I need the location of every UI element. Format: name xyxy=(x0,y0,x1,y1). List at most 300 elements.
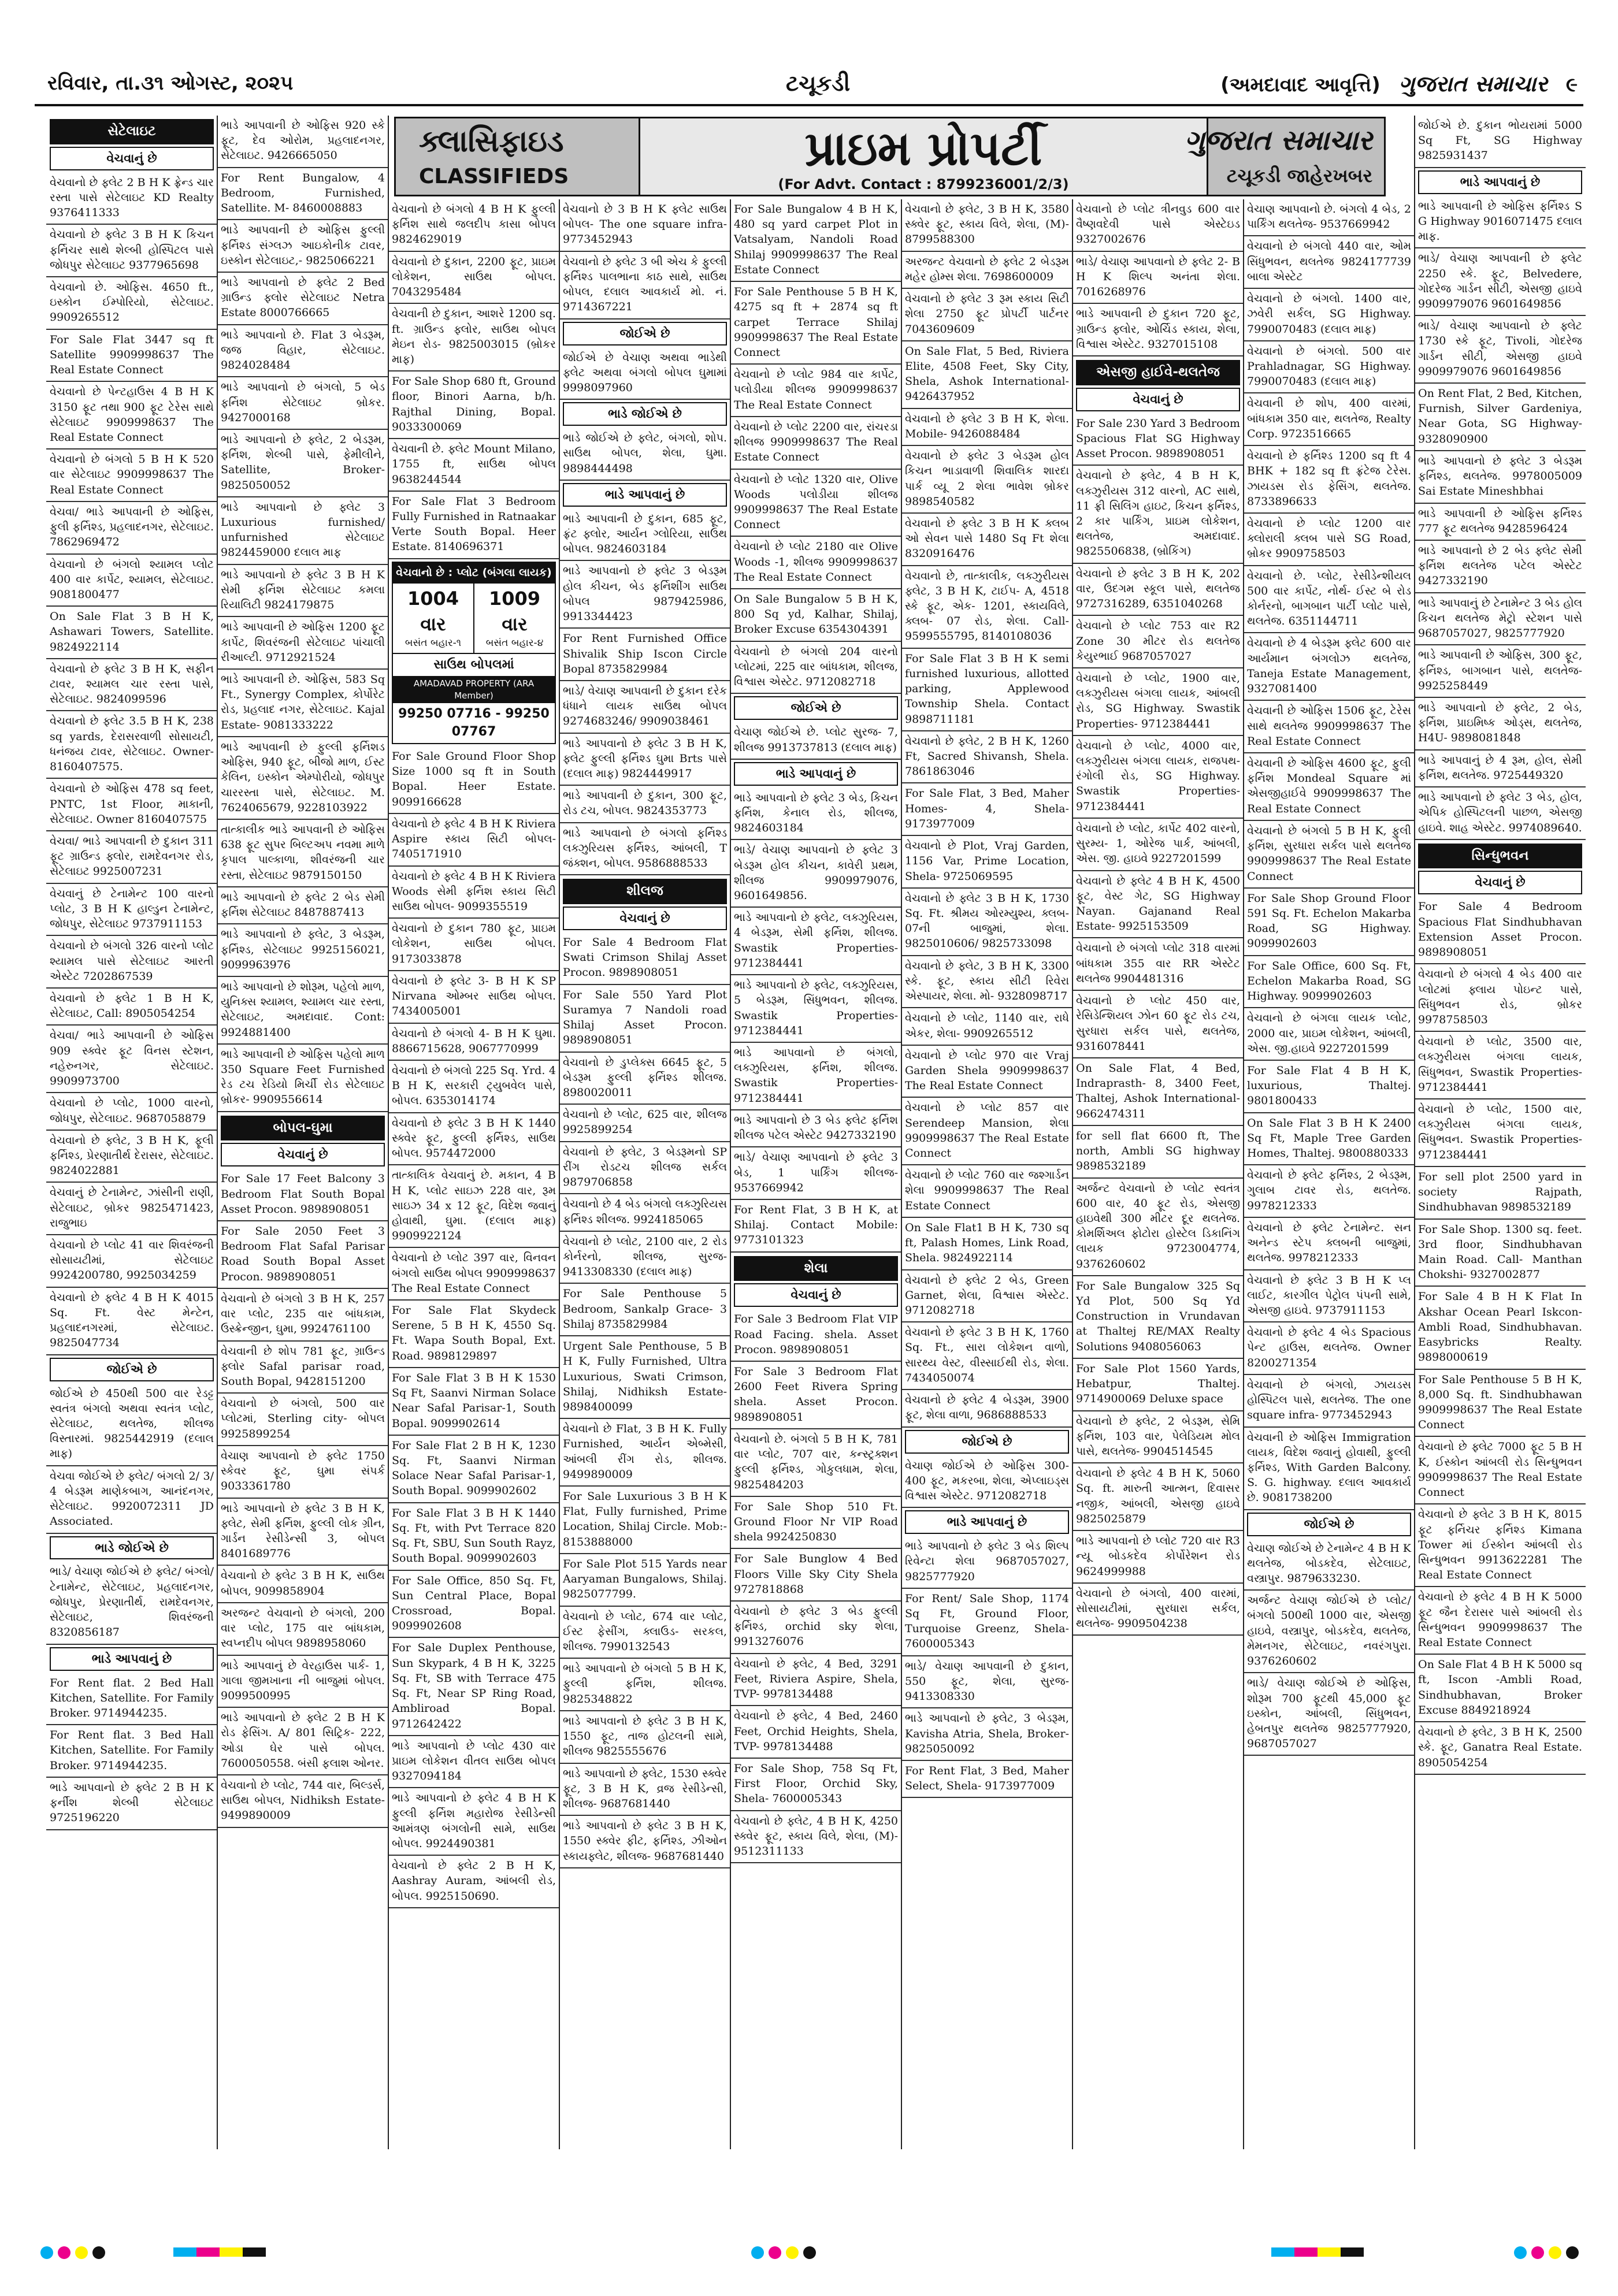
classified-ad: વેચવાનો છે ફ્લેટ 4 B H K 4015 Sq. Ft. વેસ્ટ મેન્ટેન, પ્રહલાદનગરમાં, સેટેલાઇટ. 9825047734 xyxy=(46,1288,217,1355)
classified-ad: વેચવાનો છે પ્લોટ ત્રીનવુડ 600 વાર વૈષ્ણવદેવી પાસે એસ્ટેઇડ 9327002676 xyxy=(1073,199,1244,252)
classified-ad: વેચવાનો છે પ્લોટ, 1500 વાર, લક્ઝુરીયસ બંગલા લાયક, સિંધુભવન. Swastik Properties- 9712384441 xyxy=(1415,1099,1586,1167)
classified-ad: ભાડે/ વેચાણ આપવાનો છે ફ્લેટ 1730 સ્કે ફૂટ, Tivoli, ગોદરેજ ગાર્ડન સીટી, એસજી હાઇવે 9909979076 9601649856 xyxy=(1415,316,1586,384)
classified-ad: વેચવાનો છે દુકાન, 2200 ફૂટ, પ્રાઇમ લોકેશન, સાઉથ બોપલ. 7043295484 xyxy=(388,252,559,304)
classified-ad: ભાડે આપવાનો છે ફ્લેટ 3 B H K, 1550 ફૂટ, તાજ હોટલની સામે, શીલજ 9825555676 xyxy=(559,1711,730,1764)
classified-ad: વેચવાનો છે ફ્લેટ 3 B H K, શેલા. Mobile- 9426088484 xyxy=(901,409,1073,446)
classified-ad: વેચવાનો છે બંગલો 440 વાર, ઓમ સિંધુભવન, થલતેજ 9824177739 બાલા એસ્ટેટ xyxy=(1244,236,1415,289)
classified-ad: For Rent flat. 2 Bed Hall Kitchen, Satellite. For Family Broker. 9714944235. xyxy=(46,1673,217,1726)
classified-ad: વેચવાનો છે બંગલો પ્લોટ 318 વારમાં બાંધકામ 355 વાર RR એસ્ટેટ થલતેજ 9904481316 xyxy=(1073,938,1244,991)
classified-ad: વેચવાનો છે ફ્લેટ 3 B H K, સાઉથ બોપલ, 9099858904 xyxy=(217,1566,388,1603)
classified-ad: વેચવા જોઈએ છે ફ્લેટ/ બંગલો 2/ 3/ 4 બેડરૂમ માણેકબાગ, આનંદનગર, સેટેલાઇટ. 9920072311 JD Associated. xyxy=(46,1466,217,1534)
classified-ad: વેચવાનો છે ફ્લેટ 4 B H K Riviera Aspire સ્કાય સિટી બોપલ- 7405171910 xyxy=(388,814,559,867)
classified-ad: ભાડે આપવાનો છે ફ્લેટ 3 બેડરૂમ ફર્નિશ્ડ, થલતેજ. 9978005009 Sai Estate Mineshbhai xyxy=(1415,451,1586,504)
classified-ad: વેચવાનો છે પ્લોટ 1320 વાર, Olive Woods પલોડીયા શીલજ 9909998637 The Real Estate Connect xyxy=(730,470,901,537)
classified-ad: For Sale 550 Yard Plot Suramya 7 Nandoli road Shilaj Asset Procon. 9898908051 xyxy=(559,985,730,1053)
classified-ad: For Sale Flat, 3 Bed, Maher Homes- 4, Shela- 9173977009 xyxy=(901,783,1073,836)
color-dots-center xyxy=(751,2246,816,2259)
classified-ad: ભાડે આપવાનું છે વેરહાઉસ પાર્ક- 1, ગાલા જીમખાના ની બાજુમાં બોપલ. 9099500995 xyxy=(217,1656,388,1708)
classified-ad: વેચવાનો છે ફ્લેટ, 3 B H K, 3580 સ્ક્વેર ફૂટ, સ્કાય વિલે, શેલા, (M)- 8799588300 xyxy=(901,199,1073,252)
classified-ad: For Sale Flat 3 B H K 1530 Sq Ft, Saanvi Nirman Solace Near Safal Parisar-1, South Bopal. 9099902614 xyxy=(388,1368,559,1436)
classified-ad: વેચવાની છે ઓફિસ 4600 ફૂટ, ફુલી ફર્નિશ Mondeal Square માં એસજીહાઈવે 9909998637 The Real Estate Connect xyxy=(1244,753,1415,821)
yellow-dot xyxy=(1549,2246,1561,2259)
classified-ad: વેચવાનો છે બંગલો 3 B H K, 257 વાર પ્લોટ, 235 વાર બાંધકામ, ઉસ્ક્રેન્જીન, ઘુમા, 9924761100 xyxy=(217,1289,388,1342)
classified-ad: ભાડે આપવાનો છે ફ્લેટ 3 બેડરૂમ હોલ કીચન, બેડ ફર્નિશીંગ સાઉથ બોપલ 9879425986, 9913344423 xyxy=(559,561,730,629)
classified-ad: For Sale 17 Feet Balcony 3 Bedroom Flat South Bopal Asset Procon. 9898908051 xyxy=(217,1169,388,1221)
classified-ad: ભાડે આપવાનો છે ફ્લેટ 3 બેડ શિલ્પ રિવેન્ટા શેલા 9687057027, 9825777920 xyxy=(901,1536,1073,1589)
classified-ad: ભાડે આપવાની છે ઓફિસ ફર્નિશ્ડ 777 ફૂટ થલતેજ 9428596424 xyxy=(1415,504,1586,541)
classified-ad: વેચવાનો છે ફ્લેટ, 2 B H K, 1260 Ft, Sacred Shivansh, Shela. 7861863046 xyxy=(901,731,1073,784)
promo-phones: 99250 07716 - 99250 07767 xyxy=(398,707,550,739)
classified-ad: વેચવાનો છે ઓફિસ 478 sq feet, PNTC, 1st Floor, માકાની, સેટેલાઇટ. Owner 8160407575 xyxy=(46,779,217,831)
classified-ad: ભાડે આપવાનો છે ફ્લેટ 2 Bed ગ્રાઉન્ડ ફ્લોર સેટેલાઇટ Netra Estate 8000766665 xyxy=(217,273,388,325)
classified-ad: વેચવાનો છે ફ્લેટ, 3 B H K, ફૂલી ફર્નિશ્ડ, પ્રેરણાતીર્થ દેરાસર, સેટેલાઇટ. 9824022881 xyxy=(46,1131,217,1183)
classified-ad: For Sale Penthouse 5 B H K, 8,000 Sq. ft. Sindhubhawan 9909998637 The Real Estate Connect xyxy=(1415,1370,1586,1437)
cyan-dot xyxy=(1514,2246,1527,2259)
classified-ad: ભાડે આપવાનો છે ફ્લેટ, લક્ઝુરિયસ, 5 બેડરૂમ, સિંધુભવન, શીલજ. Swastik Properties- 9712384441 xyxy=(730,975,901,1043)
classified-ad: અર્જન્ટ વેચાણ જોઈએ છે પ્લોટ/ બંગલો 500થી 1000 વાર, એસજી હાઇવે, વસ્ત્રાપુર, બોડકદેવ, થલતેજ, મેમનગર, સેટેલાઇટ, નવરંગપુરા. 9376260602 xyxy=(1244,1591,1415,1673)
yellow-bar xyxy=(220,2247,243,2257)
classified-ad: વેચવાનો છે બંગલો 4 B H K ફુલ્લી ફર્નિશ સાથે જલદીપ કાસા બોપલ 9824629019 xyxy=(388,199,559,252)
classified-ad: વેચવાનો છે ફ્લેટ 3 B H K, સફીન ટાવર, શ્યામલ ચાર રસ્તા પાસે, સેટેલાઇટ. 9824099596 xyxy=(46,659,217,712)
classified-ad: ભાડે આપવાનો છે બંગલો, 5 બેડ ફર્નિશ સેટેલાઇટ બ્રોકર. 9427000168 xyxy=(217,377,388,430)
classified-ad: For Sale Office, 600 Sq. Ft, Echelon Makarba Road, SG Highway. 9099902603 xyxy=(1244,956,1415,1009)
classified-ad: વેચવાનો છે બંગલો 225 Sq. Yrd. 4 B H K, સરકારી ટ્યુબવેલ પાસે, બોપલ. 6353014174 xyxy=(388,1061,559,1113)
column-divider xyxy=(1072,199,1073,2149)
classified-ad: વેચવાનો છે પ્લોટ 397 વાર, વિનવન બંગલો સાઉથ બોપલ 9909998637 The Real Estate Connect xyxy=(388,1248,559,1301)
classified-ad: જોઈએ છે. દુકાન ભોયરામાં 5000 Sq Ft, SG Highway 9825931437 xyxy=(1415,116,1586,168)
classified-ad: ભાડે આપવાનો છે ફ્લેટ 3 B H K, ફ્લેટ ફુલ્લી ફર્નિશ્ડ ઘુમા Brts પાસે (દલાલ માફ) 9824449917 xyxy=(559,734,730,786)
classified-ad: For Sale Shop. 1300 sq. feet. 3rd floor, Sindhubhavan Main Road. Call- Manthan Chokshi- 9327002877 xyxy=(1415,1220,1586,1287)
classified-ad: ભાડે/ વેચાણ આપવાનો છે ફ્લેટ 2- B H K શિલ્પ અનંતા શેલા. 7016268976 xyxy=(1073,252,1244,304)
print-registration-marks xyxy=(0,2242,1618,2265)
classified-ad: વેચાણ જોઈએ છે ઓફિસ 300- 400 ફૂટ, મકરબા, શેલા, એપ્લાઇડ્સ વિશ્વાસ એસ્ટેટ. 9712082718 xyxy=(901,1456,1073,1509)
magenta-bar xyxy=(1294,2247,1318,2257)
classified-ad: વેચવાનો છે બંગલો, 400 વારમાં, સોસાયટીમાં, સુરધારા સર્કલ, થલતેજ- 9909504238 xyxy=(1073,1584,1244,1636)
classified-ad: વેચવાનો છે પ્લોટ 41 વાર શિવરંજની સોસાયટીમાં, સેટેલાઇટ 9924200780, 9925034259 xyxy=(46,1235,217,1288)
classified-ad: વેચવાનો છે ફ્લેટ 3 B H K, 1760 Sq. Ft., સારા લોકેશન વાળો, સારથ્ય વેસ્ટ, વીસ્સાઈથી રોડ, શેલા. 7434050074 xyxy=(901,1322,1073,1390)
classified-ad: For Sale Shop 680 ft, Ground floor, Binori Aarna, b/h. Rajthal Dining, Bopal. 9033300069 xyxy=(388,371,559,439)
ad-category-label: ભાડે આપવાનું છે xyxy=(1418,170,1582,194)
classified-ad: વેચવાનો છે ફ્લેટ 3 બેડરૂમ હોલ કિચન ભાડાવાળી શિવાલિક શારદા પાર્ક વ્યૂ 2 શેલા ભાવેશ બ્રોકર 9898540582 xyxy=(901,446,1073,514)
classified-ad: વેચવાનો છે ફ્લેટ 3 B H K ક્લબ ઓ સેવન પાસે 1480 Sq Ft શેલા 8320916476 xyxy=(901,514,1073,566)
ad-category-label: ભાડે આપવાનું છે xyxy=(50,1647,214,1671)
classified-ad: ભાડે આપવાનો છે ફ્લેટ 2 બેડ સેમી ફર્નિશ સેટેલાઇટ 8487887413 xyxy=(217,887,388,924)
classified-ad: ભાડે આપવાનો છે ફ્લેટ 2 B H K રોડ ફેસિંગ. A/ 801 સિટ્રિક- 222, ઓડા ઘેર પાસે બોપલ. 7600050558. બંસી ફલાશ ઓનર. xyxy=(217,1708,388,1775)
promo-location: સાઉથ બોપલમાં xyxy=(393,653,555,676)
classified-column xyxy=(559,199,730,2149)
classified-ad: જોઈએ છે વેચાણ અથવા ભાડેથી ફ્લેટ અથવા બંગલો બોપલ ઘુમામાં 9998097960 xyxy=(559,348,730,400)
classified-ad: ભાડે/ વેચાણ જોઈએ છે ફ્લેટ/ બંગ્લો/ ટેનામેન્ટ, સેટેલાઇટ, પ્રહલાદનગર, જોધપુર, પ્રેરણાતીર્થ, રામદેવનગર, સેટેલાઇટ, શિવરંજની 8320856187 xyxy=(46,1562,217,1644)
classified-ad: વેચવાનો છે પ્લોટ 450 વાર, રેસિડેન્શિયલ ઝોન 60 ફૂટ રોડ ટચ, સુરધારા સર્કલ પાસે, થલતેજ, 9316078441 xyxy=(1073,991,1244,1058)
classified-ad: For Rent Furnished Office Shivalik Ship Iscon Circle Bopal 8735829984 xyxy=(559,629,730,681)
classified-ad: વેચાણ આપવાનો છે ફ્લેટ 1750 સ્કેવર ફૂટ, ઘુમા સંપર્ક 9033361780 xyxy=(217,1446,388,1499)
classified-ad: ભાડે આપવાનો છે પ્લોટ 430 વાર પ્રાઇમ લોકેશન વીતલ સાઉથ બોપલ 9327094184 xyxy=(388,1736,559,1789)
ad-category-label: ભાડે જોઈએ છે xyxy=(50,1536,214,1560)
page-header xyxy=(35,68,1583,106)
classified-ad: ભાડે આપવાનો છે બંગલો, લક્ઝુરિયસ, ફર્નિશ, શીલજ. Swastik Properties- 9712384441 xyxy=(730,1043,901,1110)
edition-label: (અમદાવાદ આવૃત્તિ) xyxy=(1220,73,1381,96)
classified-ad: For Sale Luxurious 3 B H K Flat, Fully furnished, Prime Location, Shilaj Circle. Mob:- 8153888000 xyxy=(559,1487,730,1554)
area-heading: બોપલ-ઘુમા xyxy=(221,1116,385,1141)
classified-ad: For Sale 3 Bedroom Flat VIP Road Facing. shela. Asset Procon. 9898908051 xyxy=(730,1309,901,1362)
classified-ad: ભાડે આપવાની છે ઓફિસ ફુલ્લી ફર્નિશ્ડ સંગ્લઝ આઇકોનીક ટાવર, ઇસ્કોન સેટેલાઇટ,- 9825066221 xyxy=(217,220,388,273)
classified-ad: વેચવાનો છે પ્લોટ, 674 વાર પ્લોટ, ઈસ્ટ ફેસીંગ, ક્લાઉડ- સરકલ, શીલજ. 7990132543 xyxy=(559,1607,730,1659)
classified-ad: વેચવાનો છે ફ્લેટ, 3 B H K, 3300 સ્કે. ફૂટ, સ્કાય સીટી રિવેરા એસ્પાયર, શેલા. મો- 9328098717 xyxy=(901,956,1073,1009)
classified-ad: વેચવાનો છે. પ્લોટ, રેસીડેન્શીયલ 500 વાર કાર્પેટ, નોર્થ- ઈસ્ટ બે રોડ કોર્નરનો, બાગબાન પાર્ટી પ્લોટ પાસે, થલતેજ. 6351144711 xyxy=(1244,566,1415,634)
area-heading: સિન્ધુભવન xyxy=(1418,844,1582,869)
classified-ad: વેચવાનો છે ફ્લેટ, 4 Bed, 2460 Feet, Orchid Heights, Shela, TVP- 9978134488 xyxy=(730,1706,901,1759)
classified-ad: ભાડે આપવાનો છે 3 બેડ ફ્લેટ ફર્નિશ શીલજ પટેલ એસ્ટેટ 9427332190 xyxy=(730,1110,901,1147)
classified-ad: તાત્કાલિક વેચવાનું છે. મકાન, 4 B H K, પ્લોટ સાઇઝ 228 વાર, રૂમ સાઇઝ 34 x 12 ફૂટ, વિદેશ જવાનું હોવાથી, ઘુમા. (દલાલ માફ) 9909922124 xyxy=(388,1165,559,1248)
classified-ad: ભાડે આપવાની છે ઓફિસ 1200 ફૂટ કાર્પેટ, શિવરંજની સેટેલાઇટ પાંચાલી રીઆલ્ટી. 9712921524 xyxy=(217,617,388,670)
magenta-dot xyxy=(769,2246,781,2259)
magenta-dot xyxy=(58,2246,70,2259)
classified-ad: On Sale Flat, 4 Bed, Indraprasth- 8, 3400 Feet, Thaltej, Ashok International- 9662474311 xyxy=(1073,1058,1244,1126)
section-title: ટચૂકડી xyxy=(786,70,851,96)
classified-ad: વેચવાનો છે પ્લોટ 970 વાર Vraj Garden Shela 9909998637 The Real Estate Connect xyxy=(901,1046,1073,1098)
classified-ad: For Sale 4 B H K Flat In Akshar Ocean Pearl Iskcon- Ambli Road, Sindhubhavan. Easybricks Realty. 9898000619 xyxy=(1415,1287,1586,1369)
classified-ad: વેચવાનો છે બંગલા લાયક પ્લોટ, 2000 વાર, પ્રાઇમ લોકેશન, આંબલી, એસ. જી.હાઇવે 9227201599 xyxy=(1244,1008,1415,1061)
classified-ad: ભાડે/ વેચાણ આપવાની છે દુકાન દરેક ધંધાને લાયક સાઉથ બોપલ 9274683246/ 9909038461 xyxy=(559,681,730,734)
classified-ad: વેચવાનો છે 3 B H K ફ્લેટ સાઉથ બોપલ- The one square infra- 9773452943 xyxy=(559,199,730,252)
classified-ad: On Rent Flat, 2 Bed, Kitchen, Furnish, Silver Gardeniya, Near Gota, SG Highway- 9328090900 xyxy=(1415,384,1586,451)
color-dots-right xyxy=(1514,2246,1579,2259)
classified-ad: વેચવાનો છે પ્લોટ, 2100 વાર, 2 રોડ કોર્નરનો, શીલજ, સુરજ- 9413308330 (દલાલ માફ) xyxy=(559,1232,730,1284)
black-bar xyxy=(1341,2247,1364,2257)
ad-category-label: વેચવાનું છે xyxy=(734,1283,898,1307)
yellow-dot xyxy=(75,2246,88,2259)
classified-ad: વેચવાનો છે ડુપ્લેક્સ 6645 ફૂટ, 5 બેડરૂમ ફુલ્લી ફર્નિશ્ડ શીલજ. 8980020011 xyxy=(559,1053,730,1105)
classified-ad: વેચવાનો છે પ્લોટ, 3500 વાર, લક્ઝુરીયસ બંગલા લાયક, સિંધુભવન, Swastik Properties- 9712384441 xyxy=(1415,1032,1586,1099)
classified-ad: ભાડે આપવાનો છે ફ્લેટ, 2 બેડરૂમ, ફર્નિશ, શેલ્બી પાસે, ફેમીલીને, Satellite, Broker- 9825050052 xyxy=(217,430,388,497)
classified-ad: વેચવાનો છે ફર્નિશ્ડ 1200 sq ft 4 BHK + 182 sq ft ફ્રંટેજ ટેરેસ. ઝાયડસ રોડ ફેસિંગ, થલતેજ. 8733896633 xyxy=(1244,446,1415,514)
classified-ad: વેચવાનો છે પ્લોટ, 4000 વાર, લક્ઝુરીયસ બંગલા લાયક, રાજપથ- રંગોલી રોડ, SG Highway. Swastik Properties- 9712384441 xyxy=(1073,736,1244,819)
classified-ad: વેચવા/ ભાડે આપવાની છે દુકાન 311 ફૂટ ગ્રાઉન્ડ ફ્લોર, રામદેવનગર રોડ, સેટેલાઇટ 9925007231 xyxy=(46,831,217,884)
classified-ad: વેચવાનું છે ટેનામેન્ટ, ઝાંસીની રાણી, સેટેલાઇટ, બ્રોકર 9825471423, રાજુભાઇ xyxy=(46,1183,217,1235)
size-label: બસંત બહાર-૪ xyxy=(485,637,544,649)
classified-ad: ભાડે આપવાની છે દુકાન, 300 ફૂટ, રોડ ટચ, બોપલ. 9824353773 xyxy=(559,786,730,823)
classified-ad: For Sale Penthouse 5 Bedroom, Sankalp Grace- 3 Shilaj 8735829984 xyxy=(559,1284,730,1336)
classified-ad: For Sale 230 Yard 3 Bedroom Spacious Flat SG Highway Asset Procon. 9898908051 xyxy=(1073,414,1244,466)
classified-ad: વેચવાનો છે બંગલો 4 બેડ 400 વાર પ્લોટમાં ફ્લાય પોઇન્ટ પાસે, સિંધુભવન રોડ, બ્રોકર 9978758503 xyxy=(1415,964,1586,1032)
classified-ad: વેચવાનો છે બંગલો 5 B H K 520 વાર સેટેલાઇટ 9909998637 The Real Estate Connect xyxy=(46,449,217,502)
classified-ad: વેચવાનો છે ફ્લેટ 3 રૂમ સ્કાય સિટી શેલા 2750 ફૂટ પ્રોપર્ટી પાર્ટનર 7043609609 xyxy=(901,289,1073,341)
classified-ad: જોઈએ છે 450થી 500 વાર રેડટ્ટ સ્વતંત્ર બંગલો અથવા સ્વતંત્ર પ્લોટ, સેટેલાઇટ, થલતેજ, શીલજ વિસ્તારમાં. 9825442919 (દલાલ માફ) xyxy=(46,1384,217,1466)
classified-ad: વેચવાનો છે ફ્લેટ 4 બેડ Spacious પેન્ટ હાઉસ, થલતેજ. Owner 8200271354 xyxy=(1244,1322,1415,1375)
classified-ad: On Sale Flat 3 B H K, Ashawari Towers, Satellite. 9824922114 xyxy=(46,607,217,659)
cyan-dot xyxy=(751,2246,764,2259)
classified-ad: વેચવાનો છે બંગલો 5 B H K, ફુલી ફર્નિશ, સુરધારા સર્કલ પાસે થલતેજ 9909998637 The Real Estate Connect xyxy=(1244,821,1415,889)
promo-title: વેચવાનો છે : પ્લોટ (બંગલા લાયક) xyxy=(393,563,555,582)
classified-ad: વેચવાનો છે. ઓફિસ. 4650 ft., ઇસ્કોન ઈમ્પોરિયો, સેટેલાઇટ. 9909265512 xyxy=(46,277,217,330)
classified-column xyxy=(730,199,901,2149)
classified-ad: For Sale 4 Bedroom Spacious Flat Sindhubhavan Extension Asset Procon. 9898908051 xyxy=(1415,897,1586,964)
area-heading: શેલા xyxy=(734,1256,898,1281)
classified-column xyxy=(1415,116,1586,2149)
color-bars-right xyxy=(1271,2247,1364,2257)
black-dot xyxy=(92,2246,105,2259)
classified-ad: વેચવાનો છે ફ્લેટ 2 B H K, Aashray Auram, આંબલી રોડ, બોપલ. 9925150690. xyxy=(388,1856,559,1908)
classified-ad: વેચવાનો છે પ્લોટ 857 વાર Serendeep Mansion, શેલા 9909998637 The Real Estate Connect xyxy=(901,1098,1073,1165)
classified-ad: વેચવાનો છે પ્લોટ 2200 વાર, રાંચરડા શીલજ 9909998637 The Real Estate Connect xyxy=(730,417,901,470)
classified-ad: For Sale Flat 3 Bedroom Fully Furnished in Ratnaakar Verte South Bopal. Heer Estate. 8140696371 xyxy=(388,492,559,559)
classified-ad: ભાડે આપવાનો છે ફ્લેટ 3 B H K, 1550 સ્ક્વેર ફીટ, ફર્નિશ્ડ, ઝીઓન સ્કાયફ્લેટ, શીલજ- 9687681440 xyxy=(559,1816,730,1868)
classified-ad: વેચવા/ ભાડે આપવાની છે ઓફિસ 909 સ્ક્વેર ફૂટ વિનસ સ્ટેશન, નહેરુનગર, સેટેલાઇટ. 9909973700 xyxy=(46,1026,217,1093)
classified-ad: ભાડે આપવાનો છે ફ્લેટ 3 B H K, ફ્લેટ, સેમી ફર્નિશ, ફુલ્લી લોક ગ્રીન, ગાર્ડન રેસીડેન્સી 3, બોપલ 8401689776 xyxy=(217,1499,388,1566)
classified-ad: For Sale 3 Bedroom Flat 2600 Feet Rivera Spring shela. Asset Procon. 9898908051 xyxy=(730,1362,901,1429)
brand-name: ગુજરાત સમાચાર xyxy=(1398,70,1548,96)
classified-ad: For Rent Bungalow, 4 Bedroom, Furnished, Satellite. M- 8460008883 xyxy=(217,168,388,221)
classified-ad: વેચવાનો છે ફ્લેટ 3 બેડ ફુલ્લી ફર્નિશ્ડ, orchid sky શેલા, 9913276076 xyxy=(730,1602,901,1654)
area-heading: સેટેલાઇટ xyxy=(50,119,214,144)
classified-ad: For Sale Bungalow 4 B H K, 480 sq yard carpet Plot in Vatsalyam, Nandoli Road Shilaj 9909998637 The Real Estate Connect xyxy=(730,199,901,282)
classified-ad: વેચવાનો છે પ્લોટ, 625 વાર, શીલજ 9925899254 xyxy=(559,1105,730,1142)
classified-ad: For sell plot 2500 yard in society Rajpath, Sindhubhavan 9898532189 xyxy=(1415,1167,1586,1220)
classified-ad: વેચવાનો છે ફ્લેટ 1 B H K, સેટેલાઇટ, Call: 8905054254 xyxy=(46,989,217,1026)
classified-ad: વેચાણ જોઈએ છે ટેનામેન્ટ 4 B H K થલતેજ, બોડકદેવ, સેટેલાઇટ, વસ્ત્રાપુર. 9879633230. xyxy=(1244,1539,1415,1591)
classified-ad: વેચવાનો છે પ્લોટ, કાર્પેટ 402 વારનો, સુરમ્ય- 1, ઓરેજ પાર્ક, આંબલી, એસ. જી. હાઇવે 9227201599 xyxy=(1073,819,1244,871)
classified-ad: વેચવાનો છે ફ્લેટ 3 B H K, 202 વાર, ઉદગમ સ્કૂલ પાસે, થલતેજ 9727316289, 6351040268 xyxy=(1073,564,1244,616)
ad-category-label: જોઈએ છે xyxy=(905,1430,1069,1454)
ad-category-label: ભાડે આપવાનું છે xyxy=(905,1510,1069,1534)
classified-ad: On Sale Flat 3 B H K 2400 Sq Ft, Maple Tree Garden Homes, Thaltej. 9800880333 xyxy=(1244,1113,1415,1166)
classified-ad: વેચવાનો છે ફ્લેટ 3 B H K, 8015 ફૂટ ફર્નિચર ફર્નિશ્ડ Kimana Tower માં ઈસ્કોન આંબલી રોડ સિન્ધુભવન 9913622281 The Real Estate Connect xyxy=(1415,1504,1586,1587)
size-value: 1009 વાર xyxy=(488,587,541,635)
classified-ad: વેચવાનો છે પ્લોટ 753 વાર R2 Zone 30 મીટર રોડ થલતેજ કેયુરભાઈ 9687057027 xyxy=(1073,616,1244,668)
classified-ad: વેચવાનો છે ફ્લેટ 3 B H K 1440 સ્ક્વેર ફૂટ, ફુલ્લી ફર્નિશ્ડ, સાઉથ બોપલ. 9574472000 xyxy=(388,1113,559,1166)
classified-ad: For Sale Penthouse 5 B H K, 4275 sq ft + 2874 sq ft carpet Terrace Shilaj 9909998637 The Real Estate Connect xyxy=(730,282,901,365)
classified-ad: ભાડે/ વેચાણ આપવાનો છે ફ્લેટ 3 બેડરૂમ હોલ કીચન, કાવેરી પ્રથમ, શીલજ 9909979076, 9601649856. xyxy=(730,840,901,908)
classified-ad: For Sale Shop 510 Ft. Ground Floor Nr VIP Road shela 9924250830 xyxy=(730,1497,901,1550)
classified-ad: વેચવાનો છે પ્લોટ 760 વાર જશ્ગાર્ડન શેલા 9909998637 The Real Estate Connect xyxy=(901,1165,1073,1218)
ad-category-label: ભાડે જોઈએ છે xyxy=(563,402,727,426)
classified-ad: તાત્કાલીક ભાડે આપવાની છે ઓફિસ 638 ફૂટ સુપર બિલ્ટઅપ નવમા માળે કૃપાલ પાલ્કાળા, શીવરંજની ચાર રસ્તા, સેટેલાઇટ 9879150150 xyxy=(217,820,388,887)
classified-ad: વેચવાનો છે 4 બેડ બંગલો લક્ઝુરિયસ ફર્નિશ્ડ શીલજ. 9924185065 xyxy=(559,1194,730,1231)
classified-ad: For Sale Flat 3 B H K semi furnished luxurious, allotted parking, Applewood Township Shela. Contact 9898711181 xyxy=(901,649,1073,731)
area-heading: એસજી હાઈવે-થલતેજ xyxy=(1076,360,1240,385)
classified-ad: ભાડે આપવાની છે ઓફિસ પહેલો માળ 350 Square Feet Furnished રેડ ટચ રેડિયો મિર્ચી રોડ સેટેલાઇટ બ્રોકર- 9909556614 xyxy=(217,1045,388,1112)
classified-ad: વેચવાનો છે બંગલો. 500 વાર Prahladnagar, SG Highway. 7990070483 (દલાલ માફ) xyxy=(1244,341,1415,394)
classified-ad: ભાડે આપવાનો છે ફ્લેટ, 3 બેડરૂમ, Kavisha Atria, Shela, Broker- 9825050092 xyxy=(901,1708,1073,1761)
classified-ad: વેચવાનો છે બંગલો, 500 વાર પ્લોટમાં, Sterling city- બોપલ 9925899254 xyxy=(217,1394,388,1446)
classified-ad: On Sale Flat, 5 Bed, Riviera Elite, 4508 Feet, Sky City, Shela, Ashok International- 9426437952 xyxy=(901,341,1073,409)
classified-ad: On Sale Flat1 B H K, 730 sq ft, Palash Homes, Link Road, Shela. 9824922114 xyxy=(901,1218,1073,1270)
banner-contact: (For Advt. Contact : 8799236001/2/3) xyxy=(778,176,1069,192)
classified-ad: વેચવાનો છે ફ્લેટ 4 B H K, 5060 Sq. ft. મારુતી આત્મન, દિવાસર નજીક, આંબલી, એસજી હાઇવે 9825025879 xyxy=(1073,1463,1244,1531)
classified-ad: ભાડે આપવાનો છે ફ્લેટ, લક્ઝુરિયસ, 4 બેડરૂમ, સેમી ફર્નિશ, શીલજ. Swastik Properties- 9712384441 xyxy=(730,908,901,975)
classified-ad: ભાડે આપવાની છે. ઓફિસ, 583 Sq Ft., Synergy Complex, કોર્પોરેટ રોડ, પ્રહલાદ નગર, સેટેલાઇટ. Kajal Estate- 9081333222 xyxy=(217,670,388,737)
classified-ad: For Sale Flat 4 B H K, luxurious, Thaltej. 9801800433 xyxy=(1244,1061,1415,1113)
classified-ad: ભાડે આપવાની છે ઓફિસ, 300 ફૂટ, ફર્નિશ્ડ, બાગબાન પાસે, થલતેજ- 9925258449 xyxy=(1415,645,1586,698)
classified-ad: વેચવાનો છે પ્લોટ, 744 વાર, બિલ્ડર્સ, સાઉથ બોપલ, Nidhiksh Estate- 9499890009 xyxy=(217,1775,388,1828)
column-divider xyxy=(217,116,218,2149)
promo-sizes xyxy=(393,582,555,653)
ad-category-label: વેચવાનું છે xyxy=(563,906,727,930)
classified-ad: ભાડે આપવાનું છે ટેનામેન્ટ 3 બેડ હોલ કિચન થલતેજ મેટ્રો સ્ટેશન પાસે 9687057027, 9825777920 xyxy=(1415,593,1586,646)
classified-ad: For Sale Flat Skydeck Serene, 5 B H K, 4550 Sq. Ft. Wapa South Bopal, Ext. Road. 9898129897 xyxy=(388,1301,559,1368)
classified-title-gujarati: ક્લાસિફાઇડ xyxy=(419,124,564,159)
masthead-right xyxy=(1220,70,1578,97)
ad-category-label: ભાડે આપવાનું છે xyxy=(563,483,727,507)
classified-ad: વેચવાનો છે પ્લોટ 1200 વાર ક્લોરાલી ક્લબ પાસે SG Road, બ્રોકર 9909758503 xyxy=(1244,514,1415,566)
classified-ad: વેચવાનું છે ટેનામેન્ટ 100 વારનો પ્લોટ, 3 B H K હાલ્ડુન ટેનામેન્ટ, જોધપુર, સેટેલાઇટ 9737911153 xyxy=(46,884,217,937)
classified-ad: ભાડે આપવાનો છે 2 બેડ ફ્લેટ સેમી ફર્નિશ થલતેજ પટેલ એસ્ટેટ 9427332190 xyxy=(1415,541,1586,593)
classified-ad: વેચવાનો છે ફ્લેટ 4 B H K, 4500 ફૂટ, વેસ્ટ ગેટ, SG Highway Nayan. Gajanand Real Estate- 9925153509 xyxy=(1073,871,1244,939)
classified-ad: ભાડે આપવાનો છે બંગલો 5 B H K, ફુલ્લી ફર્નિશ, શીલજ. 9825348822 xyxy=(559,1659,730,1711)
classified-title-english: CLASSIFIEDS xyxy=(419,165,569,188)
classified-ad: For Rent/ Sale Shop, 1174 Sq Ft, Ground Floor, Turquoise Greenz, Shela- 7600005343 xyxy=(901,1589,1073,1656)
classified-ad: વેચવાનો છે ફ્લેટ, 3 B H K, 2500 સ્કે. ફૂટ, Ganatra Real Estate. 8905054254 xyxy=(1415,1722,1586,1775)
classified-ad: On Sale Flat 4 B H K 5000 sq ft, Iscon -Ambli Road, Sindhubhavan, Broker Excuse 8849218924 xyxy=(1415,1655,1586,1722)
classified-ad: On Sale Bungalow 5 B H K, 800 Sq yd, Kalhar, Shilaj, Broker Excuse 6354304391 xyxy=(730,589,901,642)
promo-firm: AMADAVAD PROPERTY (ARA Member) xyxy=(393,676,555,703)
yellow-dot xyxy=(786,2246,799,2259)
classified-ad: વેચવાનો છે પ્લોટ, 1140 વાર, રાધે એકર, શેલા- 9909265512 xyxy=(901,1008,1073,1045)
classified-ad: ભાડે આપવાની છે ફુલ્લી ફર્નિશડ ઓફિસ, 940 ફૂટ, બીજો માળ, ઈસ્ટ કેલિન, ઇસ્કોન એમ્પોરીયો, જોધપુર ચારરસ્તા પાસે, સેટેલાઇટ. M. 7624065679, 9228103922 xyxy=(217,737,388,820)
classified-ad: વેચવાનો છે Plot, Vraj Garden, 1156 Var, Prime Location, Shela- 9725069595 xyxy=(901,836,1073,889)
classified-ad: For Sale Flat 3 B H K 1440 Sq. Ft, with Pvt Terrace 820 Sq. Ft, SBU, Sun South Rayz, South Bopal. 9099902603 xyxy=(388,1503,559,1571)
classified-ad: વેચવાનો છે ફ્લેટ ટેનામેન્ટ. સન અનેન્ડ સ્ટેપ ક્લબની બાજુમાં, થલતેજ. 9978212333 xyxy=(1244,1218,1415,1270)
cyan-bar xyxy=(1271,2247,1294,2257)
yellow-bar xyxy=(1318,2247,1341,2257)
black-bar xyxy=(243,2247,266,2257)
classified-ad: વેચવાની છે ઓફિસ Immigration લાયક, વિદેશ જવાનું હોવાથી, ફુલ્લી ફર્નિશ્ડ, With Garden Balcony. S. G. highway. દલાલ આવકાર્ય છે. 9081738200 xyxy=(1244,1428,1415,1510)
classified-ad: For Sale Plot 515 Yards near Aaryaman Bungalows, Shilaj. 9825077799. xyxy=(559,1554,730,1607)
classified-ad: વેચવાનો છે પ્લોટ, 1900 વાર, લક્ઝુરીયસ બંગલા લાયક, આંબલી રોડ, SG Highway. Swastik Properties- 9712384441 xyxy=(1073,668,1244,736)
classified-ad: For Sale 2050 Feet 3 Bedroom Flat Safal Parisar Road South Bopal Asset Procon. 9898908051 xyxy=(217,1221,388,1289)
classified-ad: ભાડે/ વેચાણ આપવાની છે દુકાન, 550 ફૂટ, શેલા, સુરજ- 9413308330 xyxy=(901,1656,1073,1709)
ad-category-label: જોઈએ છે xyxy=(1247,1513,1411,1536)
size-value: 1004 વાર xyxy=(407,587,459,635)
classified-ad: વેચવાનો છે ફ્લેટ 3 B H K કિચન ફર્નિચર સાથે શેલ્બી હોસ્પિટલ પાસે જોધપુર સેટેલાઇટ 9377965698 xyxy=(46,225,217,277)
classified-ad: વેચવાનો છે ફ્લેટ 3- B H K SP Nirvana ઓમ્બર સાઉથ બોપલ. 7434005001 xyxy=(388,971,559,1024)
promo-size-1 xyxy=(393,584,473,653)
classified-ad: વેચવાનો છે બંગલો 4- B H K ઘુમા. 8866715628, 9067770999 xyxy=(388,1024,559,1061)
classified-ad: For Sale Bunglow 4 Bed Floors Ville Sky City Shela 9727818868 xyxy=(730,1549,901,1602)
classified-ad: For Rent Flat, 3 B H K, at Shilaj. Contact Mobile: 9773101323 xyxy=(730,1200,901,1253)
prime-property-banner xyxy=(394,117,1386,196)
classified-ad: વેચવાની છે શોપ 781 ફૂટ, ગ્રાઉન્ડ ફ્લોર Safal parisar road, South Bopal, 9428151200 xyxy=(217,1342,388,1394)
classified-ad: વેચાણ જોઈએ છે. પ્લોટ સુરજ- 7, શીલજ 9913737813 (દલાલ માફ) xyxy=(730,722,901,759)
classified-ad: વેચાણ આપવાનો છે. બંગલો 4 બેડ, 2 પાર્કિંગ થલતેજ- 9537669942 xyxy=(1244,199,1415,236)
column-divider xyxy=(1414,116,1415,2149)
classified-ad: વેચવાની છે દુકાન, આશરે 1200 sq. ft. ગ્રાઉન્ડ ફ્લોર, સાઉથ બોપલ મેઇન રોડ- 9825003015 (બ્રોકર માફ) xyxy=(388,304,559,371)
classified-column xyxy=(46,116,217,2149)
classified-ad: વેચવાનો છે બંગલો 326 વારનો પ્લોટ શ્યામલ પાસે સેટેલાઇટ આરતી એસ્ટેટ 7202867539 xyxy=(46,936,217,989)
classified-ad: ભાડે આપવાનો છે ફ્લેટ 3 Luxurious furnished/ unfurnished સેટેલાઇટ 9824459000 દલાલ માફ xyxy=(217,497,388,565)
classified-ad: વેચવાનો છે દુકાન 780 ફૂટ, પ્રાઇમ લોકેશન, સાઉથ બોપલ. 9173033878 xyxy=(388,919,559,971)
classified-ad: ભાડે આપવાનો છે ફ્લેટ 3 B H K સેમી ફર્નિશ સેટેલાઇટ કમલા રિયાલિટી 9824179875 xyxy=(217,565,388,618)
classified-column xyxy=(388,199,559,2149)
ad-category-label: જોઈએ છે xyxy=(563,322,727,345)
ad-category-label: વેચવાનું છે xyxy=(50,147,214,170)
classified-ad: વેચવાની છે ઓફિસ 1506 ફૂટ, ટેરેસ સાથે થલતેજ 9909998637 The Real Estate Connect xyxy=(1244,701,1415,753)
classified-ad: વેચવાનો છે, તાત્કાલીક, લક્ઝુરીયસ ફ્લેટ, 3 B H K, ટાઈપ- A, 4518 સ્કે ફૂટ, એક- 1201, સ્કાયવિલે, ક્લબ- 07 રોડ, શેલા. Call- 9599555795, 8140108036 xyxy=(901,566,1073,649)
bungalow-plot-promo xyxy=(392,562,556,744)
classified-ad: વેચવાનો છે ફ્લેટ, 4 B H K, લક્ઝુરીયસ 312 વારનો, AC સાથે, 11 ફ્રી સિલિંગ હાઇટ, કિચન ફર્નિશ્ડ, 2 કાર પાર્કિંગ, પ્રાઇમ લોકેશન, થલતેજ, અમદાવાદ. 9825506838, (બ્રોકિંગ) xyxy=(1073,466,1244,563)
classified-ad: For Rent flat. 3 Bed Hall Kitchen, Satellite. For Family Broker. 9714944235. xyxy=(46,1725,217,1778)
classified-ad: For Rent Flat, 3 Bed, Maher Select, Shela- 9173977009 xyxy=(901,1761,1073,1798)
classified-ad: વેચવા/ ભાડે આપવાની છે ઓફિસ, ફુલી ફર્નિશ્ડ, પ્રહલાદનગર, સેટેલાઇટ. 7862969472 xyxy=(46,502,217,555)
banner-title: પ્રાઇમ પ્રોપર્ટી xyxy=(804,121,1042,176)
classified-ad: ભાડે આપવાની છે દુકાન 720 ફૂટ, ગ્રાઉન્ડ ફ્લોર, ઓર્ચિડ સ્કાય, શેલા, વિશ્વાસ એસ્ટેટ. 9327015108 xyxy=(1073,304,1244,356)
column-divider xyxy=(559,199,560,2149)
classified-ad: વેચવાનો છે ફ્લેટ 3 બી એચ કે ફુલ્લી ફર્નિશ્ડ પાલભાના કાઠ સાથે, સાઉથ બોપલ, દલાલ આવકાર્ય મો. નં. 9714367221 xyxy=(559,252,730,319)
ad-category-label: ભાડે આપવાનું છે xyxy=(734,762,898,786)
classified-column xyxy=(217,116,388,2149)
banner-tagline: ટચૂકડી જાહેરખબર xyxy=(1226,165,1372,187)
classified-ad: ભાડે આપવાનું છે 4 રૂમ, હોલ, સેમી ફર્નિશ, થલતેજ. 9725449320 xyxy=(1415,751,1586,787)
classified-ad: ભાડે આપવાનો છે પ્લોટ 720 વાર R3 ન્યૂ બોડકદેવ કોર્પોરેશન રોડ 9624999988 xyxy=(1073,1531,1244,1584)
classified-ad: For Sale Flat 2 B H K, 1230 Sq. Ft, Saanvi Nirman Solace Near Safal Parisar-1, South Bopal. 9099902602 xyxy=(388,1436,559,1503)
classified-ad: વેચવાનો છે પ્લોટ 984 વાર કાર્પેટ, પલોડીયા શીલજ 9909998637 The Real Estate Connect xyxy=(730,365,901,417)
classified-ad: ભાડે આપવાનો છે ફ્લેટ 3 બેડ, હોલ, એપિક હોસ્પિટલની પાછળ, એસજી હાઇવે. શાહ એસ્ટેટ. 9974089640. xyxy=(1415,787,1586,840)
classified-ad: For Sale Duplex Penthouse, Sun Skypark, 4 B H K, 3225 Sq. Ft, SB with Terrace 475 Sq. Ft, Near SP Ring Road, Ambliroad Bopal. 9712642422 xyxy=(388,1638,559,1736)
classified-column xyxy=(901,199,1073,2149)
banner-center xyxy=(639,118,1208,195)
classified-ad: For Sale Office, 850 Sq. Ft, Sun Central Place, Bopal Crossroad, Bopal. 9099902608 xyxy=(388,1571,559,1639)
classified-ad: વેચવાનો છે ફ્લેટ 2 B H K ફ્રેન્ડ ચાર રસ્તા પાસે સેટેલાઇટ KD Realty 9376411333 xyxy=(46,173,217,225)
classified-ad: વેચવાનો છે બંગલો, ઝાયડસ હોસ્પિટલ પાસે, થલતેજ. The one square infra- 9773452943 xyxy=(1244,1375,1415,1428)
area-heading: શીલજ xyxy=(563,879,727,904)
size-label: બસંત બહાર-૧ xyxy=(404,637,462,649)
classified-ad: For Sale Ground Floor Shop Size 1000 sq ft in South Bopal. Heer Estate. 9099166628 xyxy=(388,746,559,814)
classified-ad: ભાડે આપવાની છે ઓફિસ ફર્નિશ્ડ S G Highway 9016071475 દલાલ માફ. xyxy=(1415,196,1586,249)
classified-ad: For Sale Shop, 758 Sq Ft, First Floor, Orchid Sky, Shela- 7600005343 xyxy=(730,1759,901,1811)
classified-ad: વેચવાની છે. ફ્લેટ Mount Milano, 1755 ft, સાઉથ બોપલ 9638244544 xyxy=(388,439,559,492)
ad-category-label: વેચવાનું છે xyxy=(1418,871,1582,894)
classified-ad: ભાડે આપવાનો છે ફ્લેટ 3 બેડ, કિચન ફર્નિશ, કેનાલ રોડ, શીલજ, 9824603184 xyxy=(730,788,901,841)
classified-ad: ભાડે/ વેચાણ જોઈએ છે ઓફિસ, શોરૂમ 700 ફૂટથી 45,000 ફૂટ ઇસ્કોન, આંબલી, સિંધુભવન, હેબતપુર થલતેજ 9825777920, 9687057027 xyxy=(1244,1673,1415,1756)
classified-ad: ભાડે/ વેચાણ આપવાનો છે ફ્લેટ 3 બેડ, 1 પાર્કિંગ શીલજ- 9537669942 xyxy=(730,1147,901,1200)
classified-ad: વેચવાનો છે પ્લોટ, 1000 વારનો, જોધપુર, સેટેલાઇટ. 9687058879 xyxy=(46,1093,217,1130)
classified-column xyxy=(1244,199,1415,2149)
issue-date: રવિવાર, તા.૩૧ ઓગસ્ટ, ૨૦૨૫ xyxy=(47,72,294,95)
classified-ad: વેચવાનો છે બંગલો 204 વારનો પ્લોટમાં, 225 વાર બાંધકામ, શીલજ, વિશ્વાસ એસ્ટેટ. 9712082718 xyxy=(730,642,901,694)
classified-ad: ભાડે આપવાનો છે બંગલો ફર્નિશ્ડ લક્ઝુરિયસ ફર્નિશ્ડ, આંબલી, T જંક્શન, બોપલ. 9586888533 xyxy=(559,823,730,876)
classified-ad: વેચવાનો છે Flat, 3 B H K. Fully Furnished, આર્યન એબ્મેસી, આંબલી રીંગ રોડ, શીલજ. 9499890009 xyxy=(559,1419,730,1487)
banner-brand: ગુજરાત સમાચાર xyxy=(1184,124,1372,157)
classified-ad: વેચવાનો છે બંગલો શ્યામલ પ્લોટ 400 વાર કાર્પેટ, શ્યામલ, સેટેલાઇટ. 9081800477 xyxy=(46,555,217,607)
ad-category-label: જોઈએ છે xyxy=(50,1358,214,1381)
classified-ad: ભાડે આપવાનો છે ફ્લેટ, 3 બેડરૂમ, ફર્નિશ્ડ, સેટેલાઇટ 9925156021, 9099963976 xyxy=(217,924,388,977)
cyan-bar xyxy=(173,2247,196,2257)
classified-ad: વેચવાનો છે પ્લોટ 2180 વાર Olive Woods -1, શીલજ 9909998637 The Real Estate Connect xyxy=(730,537,901,589)
classified-ad: ભાડે આપવાનો છે ફ્લેટ 4 B H K ફુલ્લી ફર્નિશ મહારોજ રેસીડેન્સી આમંત્રણ બંગલોની સામે, સાઉથ બોપલ. 9924490381 xyxy=(388,1788,559,1856)
classified-ad: વેચવાનો છે ફ્લેટ 3.5 B H K, 238 sq yards, દેરાસરવાળી સોસાયટી, ધનંજય ટાવર, સેટેલાઇટ. Owner- 8160407575. xyxy=(46,711,217,779)
classified-ad: વેચવાનો છે ફ્લેટ 7000 ફૂટ 5 B H K, ઈસ્કોન આંબલી રોડ સિન્ધુભવન 9909998637 The Real Estate Connect xyxy=(1415,1437,1586,1504)
column-divider xyxy=(1243,199,1244,2149)
classified-ad: ભાડે આપવાનો છે. Flat 3 બેડરૂમ, જજ વિહાર, સેટેલાઇટ. 9824028484 xyxy=(217,325,388,378)
classified-ad: For Sale Shop Ground Floor 591 Sq. Ft. Echelon Makarba Road, SG Highway. 9099902603 xyxy=(1244,889,1415,956)
classified-column xyxy=(1073,199,1244,2149)
classified-ad: Urgent Sale Penthouse, 5 B H K, Fully Furnished, Ultra Luxurious, Swati Crimson, Shilaj, Nidhiksh Estate- 9898400099 xyxy=(559,1336,730,1419)
ad-category-label: જોઈએ છે xyxy=(734,696,898,720)
classified-ad: for sell flat 6600 ft, The north, Ambli SG highway 9898532189 xyxy=(1073,1126,1244,1179)
black-dot xyxy=(1566,2246,1579,2259)
classified-ad: For Sale 4 Bedroom Flat Swati Crimson Shilaj Asset Procon. 9898908051 xyxy=(559,932,730,985)
classified-ad: વેચવાનો છે ફ્લેટ, 4 Bed, 3291 Feet, Riviera Aspire, Shela, TVP- 9978134488 xyxy=(730,1654,901,1707)
classified-ad: વેચવાનો છે ફ્લેટ 4 B H K Riviera Woods સેમી ફર્નિશ સ્કાય સિટી સાઉથ બોપલ- 9099355519 xyxy=(388,867,559,919)
classified-ad: ભાડે/ વેચાણ આપવાની છે ફ્લેટ 2250 સ્કે. ફૂટ, Belvedere, ગોદરેજ ગાર્ડન સીટી, એસજી હાઇવે 9909979076 9601649856 xyxy=(1415,248,1586,316)
ad-category-label: વેચવાનું છે xyxy=(221,1143,385,1166)
classified-ad: વેચવાનો છે. બંગલો 5 B H K, 781 વાર પ્લોટ, 707 વાર, કન્સ્ટ્રક્શન ફુલ્લી ફર્નિશ્ડ, ગોકુલધામ, શેલા, 9825484203 xyxy=(730,1429,901,1497)
classified-ad: વેચવાનો છે ફ્લેટ, 2 બેડરૂમ, સેમિ ફર્નિશ, 103 વાર, પેલેડિયમ મોલ પાસે, થલતેજ- 9904514545 xyxy=(1073,1411,1244,1464)
classified-ad: વેચવાનો છે ફ્લેટ 4 બેડરૂમ, 3900 ફૂટ, શેલા વાળા, 9686888533 xyxy=(901,1390,1073,1427)
classified-ad: અરજન્ટ વેચવાનો છે બંગલો, 200 વાર પ્લોટ, 175 વાર બાંધકામ, સ્વપ્નદીપ બોપલ 9898958060 xyxy=(217,1603,388,1656)
classified-ad: વેચવાનો છે ફ્લેટ, 3 બેડરૂમનો SP રીંગ રોડટચ શીલજ સર્કલ 9879706858 xyxy=(559,1142,730,1195)
classified-ad: અર્જન્ટ વેચવાનો છે પ્લોટ સ્વતંત્ર 600 વાર, 40 ફૂટ રોડ, એસજી હાઇવેથી 300 મીટર દૂર થલતેજ. કોમર્શિઅલ ફોટોરા હોસ્ટેલ ડિકાનિંગ લાયક 9723004774, 9376260602 xyxy=(1073,1179,1244,1276)
